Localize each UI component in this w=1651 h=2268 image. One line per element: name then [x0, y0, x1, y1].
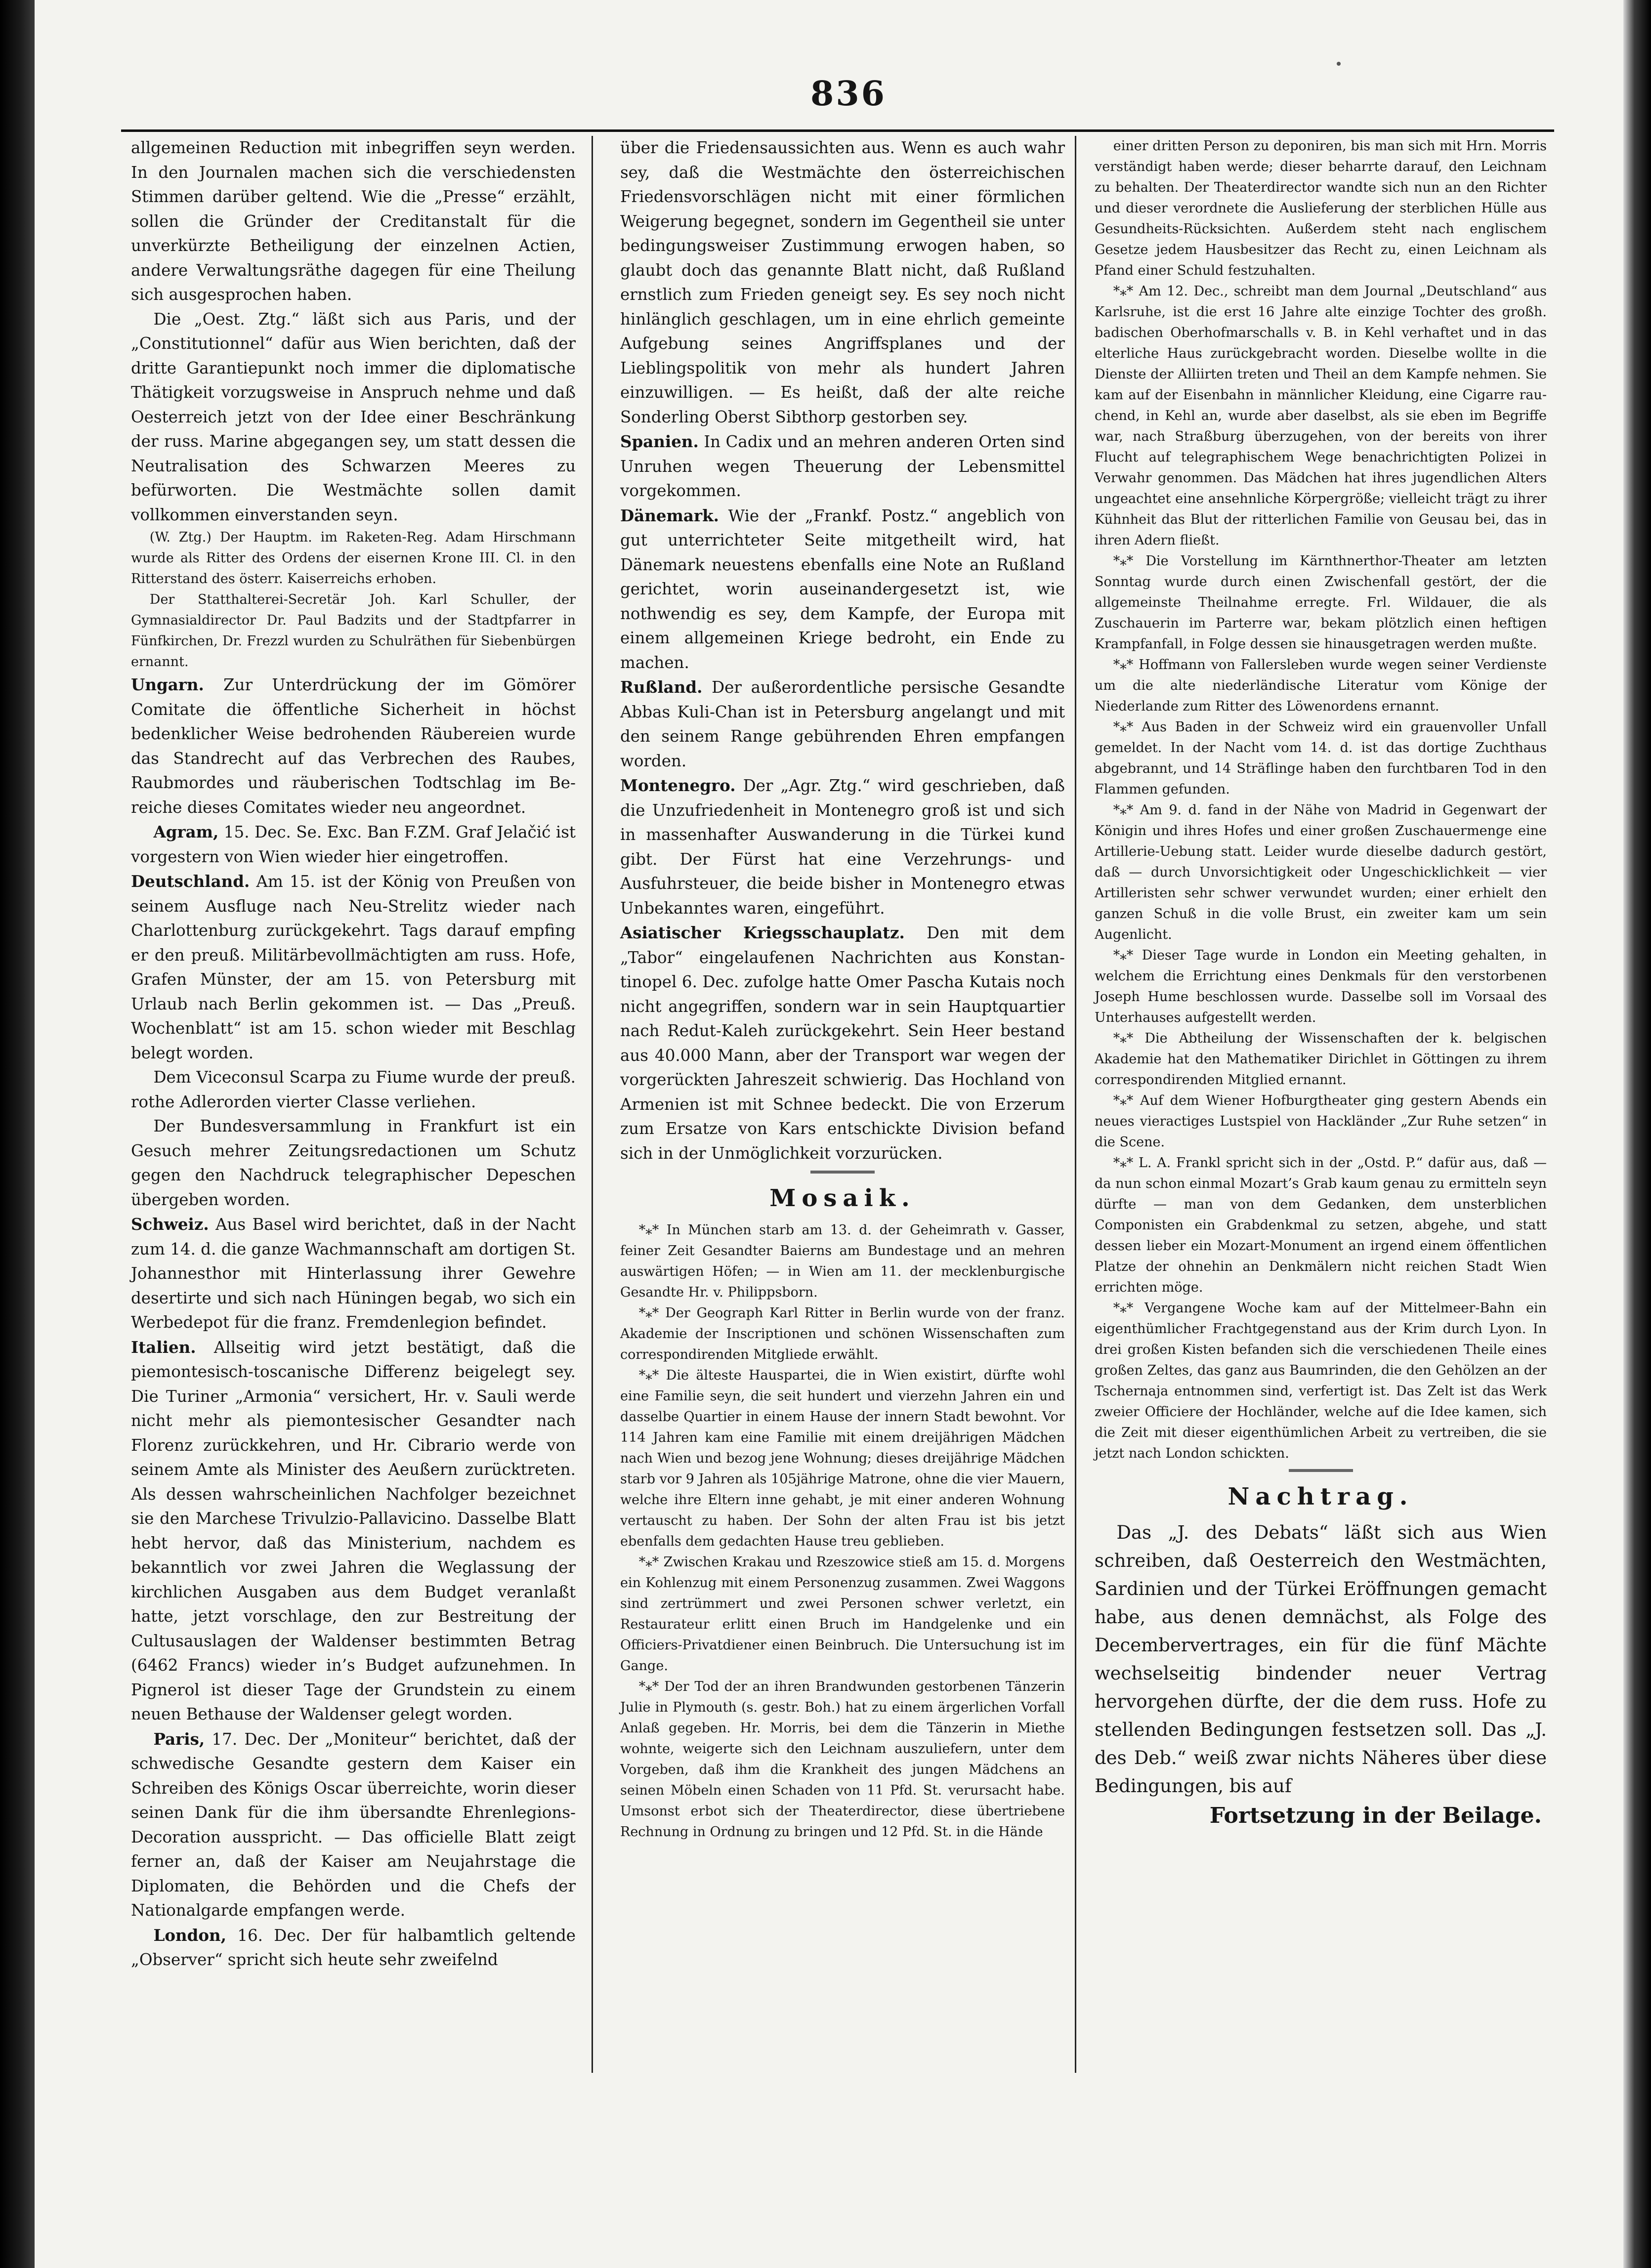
article-heading: Rußland.: [620, 677, 703, 697]
news-item: *⁎* Die Vorstellung im Kärnthnerthor-Theater am letzten Sonntag wurde durch einen Zwischenfall gestört, der die allgemeinste Theilnahme erregte. Frl. Wildauer, die als Zuschauerin im Parterre war, bekam plötzlich einen heftigen Krampfanfall, in Folge dessen sie hinausgetragen werden mußte.: [1095, 553, 1547, 652]
article-paragraph: [620, 504, 1065, 675]
article-text: In Cadix und an mehren anderen Orten sind Unruhen wegen Theuerung der Lebensmittel vorgekommen.: [620, 432, 1065, 500]
column-2-articles: [620, 136, 1065, 1166]
column-1: [131, 136, 576, 1973]
news-item: *⁎* Aus Baden in der Schweiz wird ein grauenvoller Unfall gemeldet. In der Nacht vom 14. d. ist das dortige Zuchthaus abgebrannt, und 14 Sträflinge haben den furchtbaren Tod in den Flammen gefunden.: [1095, 719, 1547, 797]
news-item: *⁎* Am 9. d. fand in der Nähe von Madrid in Gegenwart der Königin und ihres Hofes und einer großen Zuschauermenge eine Artillerie-Uebung statt. Leider wurde dieselbe dadurch gestört, daß — durch Unvorsichtigkeit oder Ungeschicklichkeit — vier Artilleristen sehr schwer verwundet wurden; einer erhielt den ganzen Schuß in die volle Brust, ein zweiter kam um sein Augenlicht.: [1095, 802, 1547, 942]
article-text: Der außerordentliche persische Gesandte Abbas Kuli-Chan ist in Petersburg angelangt und mit den seinem Range gebührenden Ehren empfangen worden.: [620, 678, 1065, 770]
article-text: über die Friedensaussichten aus. Wenn es auch wahr sey, daß die Westmächte den österreichischen Friedensvorschlägen nicht mit einer förmlichen Weigerung begegnet, sondern im Gegentheil sie unter bedingungsweiser Zustimmung erwogen haben, so glaubt doch das genannte Blatt nicht, daß Rußland ernstlich zum Frieden geneigt sey. Es sey noch nicht hinlänglich geschlagen, um in eine ehrlich gemeinte Aufgebung seines Angriffsplanes und der Lieblingspolitik von mehr als hundert Jahren einzuwilligen. — Es heißt, daß der alte reiche Sonderling Oberst Sibthorp gestorben sey.: [620, 138, 1065, 426]
column-separator: [1075, 136, 1076, 2073]
article-heading: Paris,: [153, 1729, 205, 1749]
article-paragraph: [131, 527, 576, 589]
column-separator: [592, 136, 593, 2073]
article-heading: Agram,: [153, 822, 219, 841]
article-paragraph: [131, 1727, 576, 1923]
article-text: Der Bundesversammlung in Frankfurt ist ein Gesuch mehrer Zeitungsredactionen um Schutz gegen den Nachdruck telegraphischer Depeschen übergeben worden.: [131, 1117, 576, 1209]
nachtrag-heading: Nachtrag.: [1228, 1483, 1414, 1511]
scan-border-right: [1623, 0, 1651, 2268]
section-ornament: [810, 1169, 875, 1176]
article-text: Am 15. ist der König von Preußen von seinem Ausfluge nach Neu-Strelitz wieder nach Charlottenburg zurückgekehrt. Tags darauf empfing er den preuß. Militärbevollmächtigten am russ. Hofe, Grafen Münster, der am 15. von Petersburg mit Urlaub nach Berlin gekommen ist. — Das „Preuß. Wochenblatt“ ist am 15. schon wieder mit Beschlag belegt worden.: [131, 872, 576, 1062]
header-rule: [121, 129, 1554, 132]
article-paragraph: [131, 869, 576, 1065]
news-item: *⁎* L. A. Frankl spricht sich in der „Ostd. P.“ dafür aus, daß — da nun schon einmal Mozart’s Grab kaum genau zu ermitteln seyn dürfte — man von dem Gedanken, dem unsterblichen Componisten ein Grabdenkmal zu setzen, abgehe, und statt dessen lieber ein Mozart-Monument an irgend einem öffentlichen Platze der ohnehin an Denkmälern nicht reichen Stadt Wien errichten möge.: [1095, 1155, 1547, 1295]
news-item: *⁎* Hoffmann von Fallersleben wurde wegen seiner Verdienste um die alte niederländische Literatur vom Könige der Niederlande zum Ritter des Löwenordens ernannt.: [1095, 657, 1547, 714]
article-paragraph: [131, 1065, 576, 1114]
article-paragraph: [620, 429, 1065, 504]
article-paragraph: [131, 307, 576, 528]
article-paragraph: [620, 773, 1065, 921]
article-text: (W. Ztg.) Der Hauptm. im Raketen-Reg. Adam Hirschmann wurde als Ritter des Ordens der eisernen Krone III. Cl. in den Ritterstand des österr. Kaiserreichs erhoben.: [131, 530, 576, 587]
article-paragraph: [131, 136, 576, 307]
news-item: *⁎* In München starb am 13. d. der Geheimrath v. Gasser, feiner Zeit Gesandter Baierns am Bundestage und an mehren auswärtigen Höfen; — in Wien am 11. der mecklenburgische Gesandte Hr. v. Philippsborn.: [620, 1222, 1065, 1300]
article-heading: Schweiz.: [131, 1215, 209, 1234]
page-number: 836: [810, 74, 887, 114]
mosaik-heading: Mosaik.: [769, 1184, 916, 1212]
news-item: *⁎* Der Geograph Karl Ritter in Berlin wurde von der franz. Akademie der Inscriptionen und schönen Wissenschaften zum correspondirenden Mitgliede erwählt.: [620, 1305, 1065, 1362]
article-heading: Montenegro.: [620, 776, 736, 795]
article-paragraph: [131, 672, 576, 820]
news-item: *⁎* Der Tod der an ihren Brandwunden gestorbenen Tänzerin Julie in Plymouth (s. gestr. Boh.) hat zu einem ärgerlichen Vorfall Anlaß gegeben. Hr. Morris, bei dem die Tänzerin in Miethe wohnte, weigerte sich den Leichnam auszuliefern, unter dem Vorgeben, daß ihm die Krankheit des jungen Mädchens an seinen Möbeln einen Schaden von 11 Pfd. St. verursacht habe. Umsonst erbot sich der Theaterdirector, diese übertriebene Rechnung in Ordnung zu bringen und 12 Pfd. St. in die Hände: [620, 1679, 1065, 1840]
news-item: *⁎* Zwischen Krakau und Rzeszowice stieß am 15. d. Morgens ein Kohlenzug mit einem Personenzug zusammen. Zwei Waggons sind zertrümmert und zwei Personen schwer verletzt, ein Restaurateur erlitt einen Bruch im Handgelenke und ein Officiers-Privatdiener einen Beinbruch. Die Untersuchung ist im Gange.: [620, 1554, 1065, 1674]
article-paragraph: [131, 1212, 576, 1335]
section-ornament: [1289, 1467, 1353, 1474]
column-2: [620, 136, 1065, 1843]
news-item: *⁎* Am 12. Dec., schreibt man dem Journal „Deutschland“ aus Karlsruhe, ist die erst 16 Jahre alte einzige Tochter des großh. badischen Oberhofmarschalls v. B. in Kehl verhaftet und in das elterliche Haus zurückgebracht worden. Dieselbe wollte in die Dienste der Alliirten treten und Theil an dem Kampfe nehmen. Sie kam auf der Eisenbahn in männlicher Kleidung, eine Cigarre rauchend, in Kehl an, wurde aber daselbst, als sie eben im Begriffe war, nach Straßburg überzugehen, von der bereits von ihrer Flucht auf telegraphischem Wege benachrichtigten Polizei in Verwahr genommen. Das Mädchen hat ihres jugendlichen Alters ungeachtet eine ansehnliche Körpergröße; vielleicht trägt zu ihrer Kühnheit das Blut der ritterlichen Familie von Geusau bei, das in ihren Adern fließt.: [1095, 284, 1547, 548]
article-text: Wie der „Frankf. Postz.“ angeblich von gut unterrichteter Seite mitgetheilt wird, hat Dänemark neuestens ebenfalls eine Note an Rußland gerichtet, worin auseinandergesetzt ist, wie nothwendig es sey, dem Kampfe, der Europa mit einem allgemeinen Kriege bedroht, ein Ende zu machen.: [620, 506, 1065, 672]
news-item: *⁎* Die älteste Hauspartei, die in Wien existirt, dürfte wohl eine Familie seyn, die seit hundert und vierzehn Jahren ein und dasselbe Quartier in einem Hause der innern Stadt bewohnt. Vor 114 Jahren kam eine Familie mit einem dreijährigen Mädchen nach Wien und bezog jene Wohnung; dieses dreijährige Mädchen starb vor 9 Jahren als 105jährige Matrone, ohne die vier Mauern, welche ihre Eltern inne gehabt, je mit einer anderen Wohnung vertauscht zu haben. Der Sohn der alten Frau ist bis jetzt ebenfalls dem gedachten Hause treu geblieben.: [620, 1368, 1065, 1549]
news-item: *⁎* Auf dem Wiener Hofburgtheater ging gestern Abends ein neues vieractiges Lustspiel von Hackländer „Zur Ruhe setzen“ in die Scene.: [1095, 1093, 1547, 1150]
news-item: *⁎* Dieser Tage wurde in London ein Meeting gehalten, in welchem die Errichtung eines Denkmals für den verstorbenen Joseph Hume beschlossen wurde. Dasselbe soll im Vorsaal des Unterhauses aufgestellt werden.: [1095, 948, 1547, 1025]
nachtrag-paragraph: Das „J. des Debats“ läßt sich aus Wien schreiben, daß Oesterreich den Westmächten, Sardinien und der Türkei Eröffnungen gemacht habe, aus denen demnächst, als Folge des Decembervertrages, ein für die fünf Mächte wechselseitig bindender neuer Vertrag hervorgehen dürfte, der die dem russ. Hofe zu stellenden Bedingungen festsetzen soll. Das „J. des Deb.“ weiß zwar nichts Näheres über diese Bedingungen, bis auf: [1095, 1522, 1547, 1797]
continuation-note: Fortsetzung in der Beilage.: [1209, 1803, 1542, 1828]
article-text: Der „Agr. Ztg.“ wird geschrieben, daß die Unzufriedenheit in Montenegro groß ist und sich in massenhafter Auswanderung in die Türkei kund gibt. Der Fürst hat eine Verzehrungs- und Ausfuhrsteuer, die beide bisher in Montenegro etwas Unbekanntes waren, eingeführt.: [620, 776, 1065, 918]
article-heading: Asiatischer Kriegsschauplatz.: [620, 923, 905, 942]
article-heading: Italien.: [131, 1337, 196, 1357]
article-paragraph: [620, 675, 1065, 773]
scan-border-left: [0, 0, 35, 2268]
article-text: allgemeinen Reduction mit inbegriffen seyn werden. In den Journalen machen sich die verschiedensten Stimmen darüber geltend. Wie die „Presse“ erzählt, sollen die Gründer der Creditanstalt für die unverkürzte Betheiligung der einzelnen Actien, andere Verwaltungsräthe dagegen für eine Theilung sich ausgesprochen haben.: [131, 138, 576, 304]
article-text: Allseitig wird jetzt bestätigt, daß die piemontesisch-toscanische Differenz beigelegt sey. Die Turiner „Armonia“ versichert, Hr. v. Sauli werde nicht mehr als piemontesischer Gesandter nach Florenz zurückkehren, und Hr. Cibrario werde von seinem Amte als Minister des Aeußern zurücktreten. Als dessen wahrscheinlichen Nachfolger bezeichnet sie den Marchese Trivulzio-Pallavicino. Dasselbe Blatt hebt hervor, daß das Ministerium, nachdem es bekanntlich vor zwei Jahren die Weglassung der kirchlichen Ausgaben aus dem Budget veranlaßt hatte, jetzt vorschlage, den zur Bestreitung der Cultusauslagen der Waldenser bestimmten Betrag (6462 Francs) wieder in’s Budget aufzunehmen. In Pignerol ist dieser Tage der Grundstein zu einem neuen Bethause der Waldenser gelegt worden.: [131, 1338, 576, 1723]
news-item: *⁎* Die Abtheilung der Wissenschaften der k. belgischen Akademie hat den Mathematiker Dirichlet in Göttingen zu ihrem correspondirenden Mitglied ernannt.: [1095, 1031, 1547, 1088]
article-heading: Ungarn.: [131, 675, 204, 694]
article-text: Zur Unterdrückung der im Gömörer Comitate die öffentliche Sicherheit in höchst bedenklicher Weise bedrohenden Räubereien wurde das Standrecht auf das Verbrechen des Raubes, Raubmordes und räuberischen Todtschlag im Bereiche dieses Comitates wieder neu angeordnet.: [131, 675, 576, 817]
article-paragraph: [131, 1923, 576, 1973]
newspaper-page: [35, 0, 1623, 2268]
article-text: 16. Dec. Der für halbamtlich geltende „Observer“ spricht sich heute sehr zweifelnd: [131, 1926, 576, 1969]
article-text: 17. Dec. Der „Moniteur“ berichtet, daß der schwedische Gesandte gestern dem Kaiser ein Schreiben des Königs Oscar überreichte, worin dieser seinen Dank für die ihm übersandte Ehrenlegions-Decoration ausspricht. — Das officielle Blatt zeigt ferner an, daß der Kaiser am Neujahrstage die Diplomaten, die Behörden und die Chefs der Nationalgarde empfangen werde.: [131, 1729, 576, 1920]
column-3: [1095, 136, 1547, 1832]
nachtrag-body: [1095, 1518, 1547, 1800]
paper-speck: [1337, 62, 1341, 66]
article-heading: Deutschland.: [131, 872, 250, 891]
article-heading: Dänemark.: [620, 505, 719, 525]
article-text: Den mit dem „Tabor“ eingelaufenen Nachrichten aus Konstantinopel 6. Dec. zufolge hatte Omer Pascha Kutais noch nicht angegriffen, sondern war in sein Hauptquartier nach Redut-Kaleh zurückgekehrt. Sein Heer bestand aus 40.000 Mann, aber der Transport war wegen der vorgerückten Jahreszeit schwierig. Das Hochland von Armenien ist mit Schnee bedeckt. Die von Erzerum zum Ersatze von Kars entschickte Division befand sich in der Unmöglichkeit vorzurücken.: [620, 924, 1065, 1163]
article-heading: London,: [153, 1925, 227, 1945]
article-paragraph: [620, 921, 1065, 1166]
article-paragraph: [131, 820, 576, 869]
news-item: einer dritten Person zu deponiren, bis man sich mit Hrn. Morris verständigt haben werde; dieser beharrte darauf, den Leichnam zu behalten. Der Theaterdirector wandte sich nun an den Richter und dieser verordnete die Auslieferung der sterblichen Hülle aus Gesundheits-Rücksichten. Außerdem steht nach englischem Gesetze jedem Hausbesitzer das Recht zu, einen Leichnam als Pfand einer Schuld festzuhalten.: [1095, 138, 1547, 278]
article-paragraph: [131, 1335, 576, 1727]
article-text: Aus Basel wird berichtet, daß in der Nacht zum 14. d. die ganze Wachmannschaft am dortigen St. Johannesthor mit Hinterlassung ihrer Gewehre desertirte und sich nach Hüningen begab, wo sich ein Werbedepot für die franz. Fremdenlegion befindet.: [131, 1215, 576, 1332]
article-text: 15. Dec. Se. Exc. Ban F.ZM. Graf Jelačić ist vorgestern von Wien wieder hier eingetroffen.: [131, 823, 576, 866]
article-text: Dem Viceconsul Scarpa zu Fiume wurde der preuß. rothe Adlerorden vierter Classe verliehen.: [131, 1068, 576, 1111]
article-text: Die „Oest. Ztg.“ läßt sich aus Paris, und der „Constitutionnel“ dafür aus Wien berichten, daß der dritte Garantiepunkt noch immer die diplomatische Thätigkeit vorzugsweise in Anspruch nehme und daß Oesterreich jetzt von der Idee einer Beschränkung der russ. Marine abgegangen sey, um statt dessen die Neutralisation des Schwarzen Meeres zu befürworten. Die Westmächte sollen damit vollkommen einverstanden seyn.: [131, 309, 576, 524]
article-text: Der Statthalterei-Secretär Joh. Karl Schuller, der Gymnasialdirector Dr. Paul Badzits und der Stadtpfarrer in Fünfkirchen, Dr. Frezzl wurden zu Schulräthen für Siebenbürgen ernannt.: [131, 592, 576, 670]
column-3-items: [1095, 136, 1547, 1464]
article-paragraph: [131, 1114, 576, 1212]
article-paragraph: [131, 589, 576, 672]
article-heading: Spanien.: [620, 432, 699, 451]
news-item: *⁎* Vergangene Woche kam auf der Mittelmeer-Bahn ein eigenthümlicher Frachtgegenstand aus der Krim durch Lyon. In drei großen Kisten befanden sich die verschiedenen Theile eines großen Zeltes, das ganz aus Baumrinden, die den Gehölzen an der Tschernaja entnommen sind, verfertigt ist. Das Zelt ist das Werk zweier Officiere der Hochländer, welche auf die Idee kamen, sich die Zeit mit dieser eigenthümlichen Arbeit zu vertreiben, die sie jetzt nach London schickten.: [1095, 1301, 1547, 1461]
mosaik-items: [620, 1220, 1065, 1843]
article-paragraph: [620, 136, 1065, 429]
